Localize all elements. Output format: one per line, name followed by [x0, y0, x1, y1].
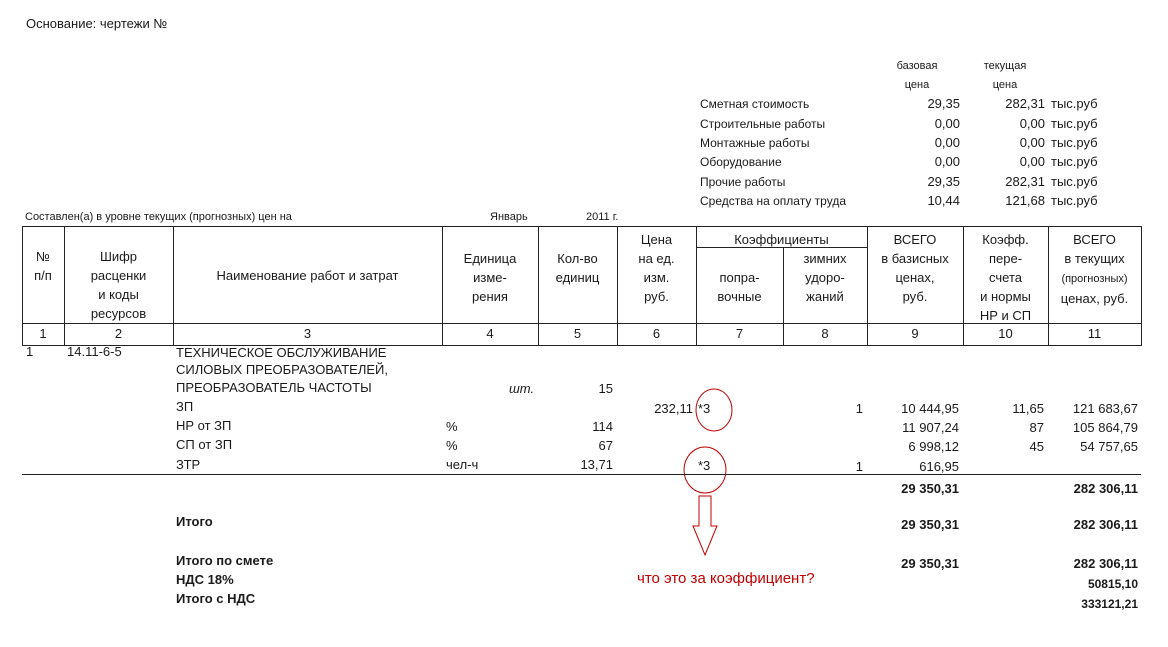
- row-base-total: 10 444,95: [901, 401, 959, 416]
- column-number: 8: [821, 326, 829, 341]
- row-base-total: 616,95: [919, 459, 959, 474]
- item-qty: 15: [598, 381, 613, 396]
- vat-value: 50815,10: [1087, 577, 1138, 591]
- column-number: 9: [911, 326, 919, 341]
- subtotal-current: 282 306,11: [1073, 481, 1138, 496]
- summary-current-value: 282,31: [1005, 96, 1045, 111]
- item-unit: шт.: [509, 381, 535, 396]
- price-level-text: Составлен(а) в уровне текущих (прогнозных) цен на: [25, 211, 292, 223]
- price-level-year: 2011 г.: [586, 211, 619, 223]
- header-name: Наименование работ и затрат: [216, 268, 399, 283]
- item-name-line2: СИЛОВЫХ ПРЕОБРАЗОВАТЕЛЕЙ,: [176, 362, 388, 377]
- price-level-month: Январь: [490, 211, 528, 223]
- column-number: 5: [573, 326, 582, 341]
- basis-line: Основание: чертежи №: [26, 16, 168, 31]
- row-recalc-coef: 45: [1029, 439, 1044, 454]
- row-winter-coef: 1: [855, 401, 863, 416]
- summary-label: Строительные работы: [700, 117, 826, 131]
- row-qty: 114: [592, 419, 613, 434]
- header-unit: Единица изме- рения: [463, 251, 517, 304]
- row-current-total: 54 757,65: [1080, 439, 1138, 454]
- header-recalc-coef: Коэфф. пере- счета и нормы НР и СП: [979, 232, 1032, 323]
- row-current-total: 105 864,79: [1072, 420, 1138, 435]
- column-number: 7: [735, 326, 744, 341]
- subtotal-base: 29 350,31: [901, 481, 959, 496]
- summary-current-value: 0,00: [1019, 135, 1045, 150]
- column-number: 10: [998, 326, 1013, 341]
- column-number: 2: [114, 326, 123, 341]
- header-winter: зимних удоро- жаний: [803, 251, 847, 304]
- row-recalc-coef: 11,65: [1012, 401, 1044, 416]
- summary-base-value: 0,00: [934, 135, 960, 150]
- header-correction: попра- вочные: [717, 270, 762, 304]
- summary-unit: тыс.руб: [1051, 96, 1098, 111]
- header-total-base: ВСЕГО в базисных ценах, руб.: [881, 232, 949, 304]
- row-name: НР от ЗП: [176, 418, 232, 433]
- item-code: 14.11-6-5: [67, 344, 122, 359]
- row-current-total: 121 683,67: [1072, 401, 1138, 416]
- header-total-current: ВСЕГО в текущих: [1064, 232, 1125, 266]
- vat-label: НДС 18%: [176, 572, 234, 587]
- row-name: ЗП: [176, 399, 194, 414]
- row-price: 232,11: [654, 401, 693, 416]
- summary-unit: тыс.руб: [1051, 193, 1098, 208]
- header-coefficients: Коэффициенты: [734, 232, 829, 247]
- header-num: № п/п: [34, 249, 52, 283]
- row-name: ЗТР: [176, 457, 201, 472]
- summary-base-value: 29,35: [927, 174, 960, 189]
- row-unit: %: [446, 419, 458, 434]
- summary-base-value: 29,35: [927, 96, 960, 111]
- row-correction-coef: *3: [698, 401, 711, 416]
- total-label: Итого: [176, 514, 213, 529]
- total-with-vat-value: 333121,21: [1081, 597, 1138, 611]
- summary-current-value: 282,31: [1005, 174, 1045, 189]
- summary-base-value: 0,00: [934, 154, 960, 169]
- summary-header-base2: цена: [904, 79, 930, 91]
- header-total-current-tail: ценах, руб.: [1060, 291, 1129, 306]
- header-code: Шифр расценки и коды ресурсов: [90, 249, 147, 321]
- row-unit: чел-ч: [446, 457, 479, 472]
- down-arrow-icon: [693, 496, 717, 555]
- summary-current-value: 0,00: [1019, 154, 1045, 169]
- summary-label: Монтажные работы: [700, 136, 810, 150]
- summary-label: Оборудование: [700, 155, 782, 169]
- summary-base-value: 0,00: [934, 116, 960, 131]
- summary-base-value: 10,44: [927, 193, 960, 208]
- summary-unit: тыс.руб: [1051, 116, 1098, 131]
- column-number: 6: [652, 326, 661, 341]
- row-base-total: 11 907,24: [902, 420, 959, 435]
- header-price: Цена на ед. изм. руб.: [638, 232, 675, 304]
- column-number: 3: [303, 326, 312, 341]
- row-name: СП от ЗП: [176, 437, 233, 452]
- estimate-total-current: 282 306,11: [1073, 556, 1138, 571]
- row-qty: 13,71: [580, 457, 613, 472]
- summary-header-current: текущая: [983, 60, 1027, 72]
- estimate-total-label: Итого по смете: [176, 553, 274, 568]
- row-correction-coef: *3: [698, 458, 711, 473]
- summary-current-value: 121,68: [1005, 193, 1045, 208]
- item-number: 1: [26, 344, 34, 359]
- summary-header-base: базовая: [896, 60, 938, 72]
- summary-unit: тыс.руб: [1051, 174, 1098, 189]
- item-name-line1: ТЕХНИЧЕСКОЕ ОБСЛУЖИВАНИЕ: [176, 345, 387, 360]
- summary-label: Средства на оплату труда: [700, 194, 846, 208]
- item-name-line3: ПРЕОБРАЗОВАТЕЛЬ ЧАСТОТЫ: [176, 380, 372, 395]
- row-recalc-coef: 87: [1029, 420, 1044, 435]
- header-qty: Кол-во единиц: [555, 251, 600, 285]
- row-qty: 67: [598, 438, 613, 453]
- column-number: 1: [39, 326, 47, 341]
- row-unit: %: [446, 438, 458, 453]
- summary-current-value: 0,00: [1019, 116, 1045, 131]
- annotation-circle: [684, 447, 726, 493]
- summary-label: Прочие работы: [700, 175, 786, 189]
- annotation-circle: [696, 389, 732, 431]
- row-base-total: 6 998,12: [908, 439, 959, 454]
- estimate-total-base: 29 350,31: [901, 556, 959, 571]
- summary-label: Сметная стоимость: [700, 97, 810, 111]
- row-winter-coef: 1: [855, 459, 863, 474]
- column-number: 11: [1087, 326, 1102, 341]
- annotation-question: что это за коэффициент?: [637, 570, 815, 587]
- total-with-vat-label: Итого с НДС: [176, 591, 256, 606]
- header-total-current-note: (прогнозных): [1061, 273, 1128, 285]
- total-base: 29 350,31: [901, 517, 959, 532]
- total-current: 282 306,11: [1073, 517, 1138, 532]
- column-number: 4: [486, 326, 494, 341]
- summary-unit: тыс.руб: [1051, 154, 1098, 169]
- summary-header-current2: цена: [992, 79, 1018, 91]
- summary-unit: тыс.руб: [1051, 135, 1098, 150]
